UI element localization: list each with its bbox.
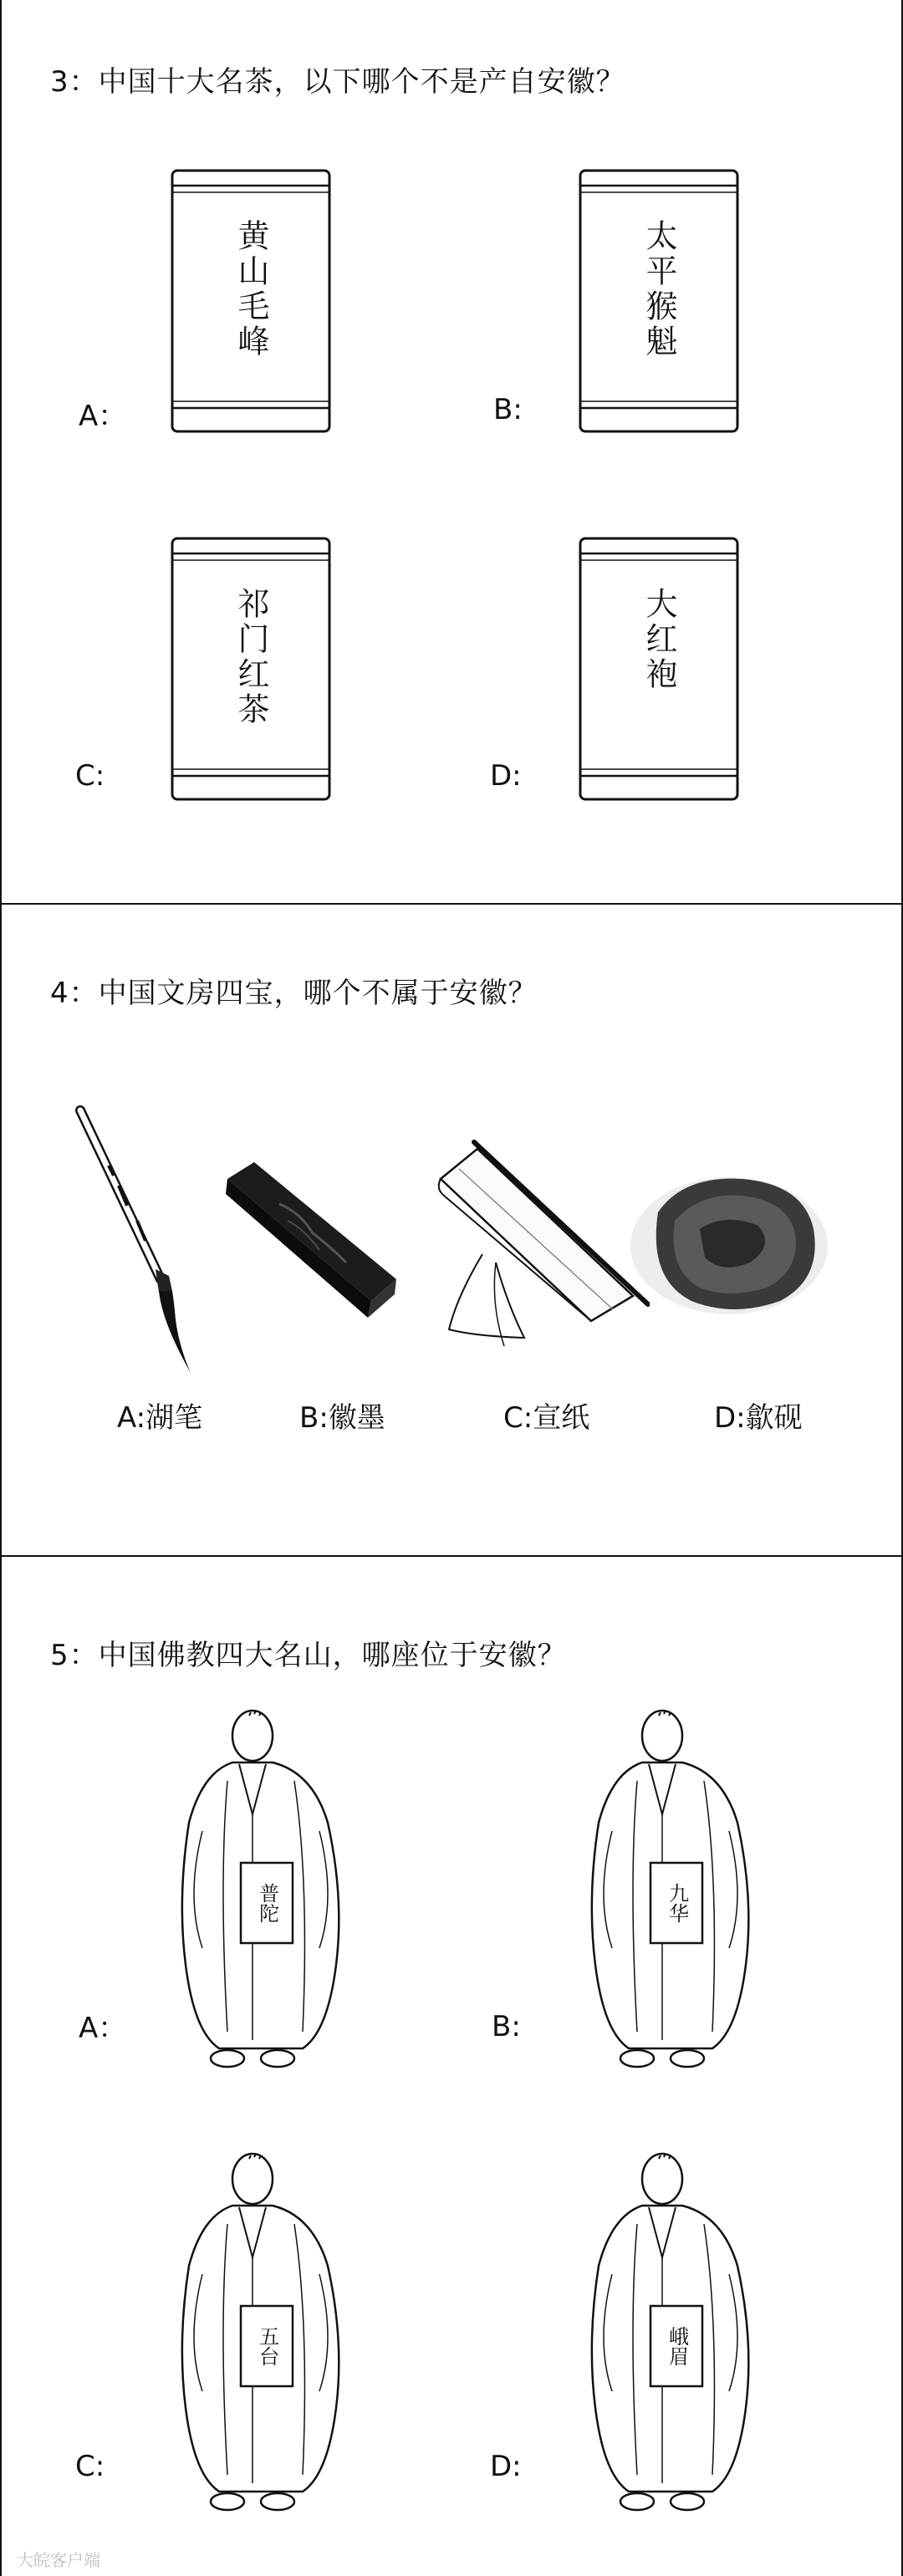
question-4-title: 4：中国文房四宝，哪个不属于安徽？ — [50, 977, 538, 1010]
tea-name-d: 大红袍 — [640, 587, 677, 692]
q5-option-b-label[interactable]: B: — [492, 2010, 521, 2043]
question-5-title: 5：中国佛教四大名山，哪座位于安徽？ — [50, 1639, 567, 1672]
q4-option-d-label[interactable]: D:歙砚 — [714, 1401, 803, 1435]
q5-option-c-label[interactable]: C: — [75, 2450, 105, 2483]
tea-name-b: 太平猴魁 — [640, 219, 677, 360]
monk-a — [169, 1697, 353, 2082]
monk-sign-d: 峨眉 — [665, 2326, 689, 2366]
tea-can-c — [169, 535, 333, 803]
panel-divider — [2, 1555, 903, 1557]
watermark: 大皖客户端 — [17, 2550, 100, 2570]
inkstick-icon — [221, 1154, 405, 1329]
monk-sign-b: 九华 — [665, 1883, 689, 1923]
monk-d — [579, 2140, 763, 2525]
q3-option-a-label[interactable]: A： — [79, 400, 127, 433]
tea-can-a — [169, 167, 333, 435]
inkstone-icon — [625, 1162, 834, 1321]
monk-sign-a: 普陀 — [255, 1883, 279, 1923]
paper-scroll-icon — [424, 1137, 650, 1354]
monk-c — [169, 2140, 353, 2525]
tea-name-c: 祁门红茶 — [232, 587, 269, 727]
tea-name-a: 黄山毛峰 — [232, 219, 269, 360]
tea-can-d — [577, 535, 741, 803]
question-3-title: 3：中国十大名茶，以下哪个不是产自安徽？ — [50, 65, 625, 99]
q5-option-a-label[interactable]: A： — [79, 2012, 127, 2045]
q4-option-a-label[interactable]: A:湖笔 — [117, 1401, 203, 1435]
brush-icon — [69, 1104, 211, 1380]
panel-divider — [2, 903, 903, 905]
q3-option-b-label[interactable]: B: — [493, 393, 523, 426]
tea-can-b — [577, 167, 741, 435]
q5-option-d-label[interactable]: D: — [490, 2450, 522, 2483]
monk-sign-c: 五台 — [255, 2326, 279, 2366]
monk-b — [579, 1697, 763, 2082]
q3-option-d-label[interactable]: D: — [490, 759, 522, 793]
q4-option-c-label[interactable]: C:宣纸 — [503, 1401, 590, 1435]
q4-option-b-label[interactable]: B:徽墨 — [299, 1401, 385, 1435]
q3-option-c-label[interactable]: C: — [75, 759, 105, 793]
